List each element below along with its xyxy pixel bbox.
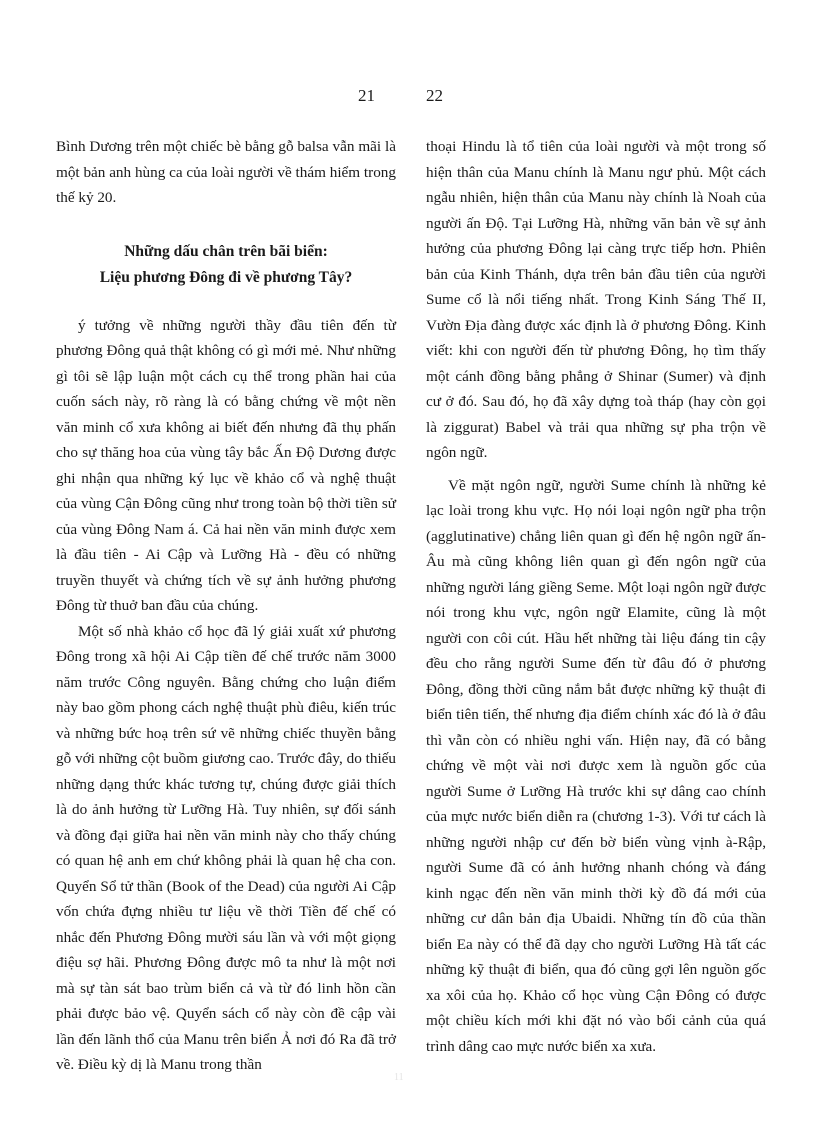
body-paragraph: ý tưởng về những người thầy đầu tiên đến từ phương Đông quả thật không có gì mới mẻ. Như những gì tôi sẽ lập luận một cách cụ thể trong phần hai của cuốn sách này, rõ ràng là có bằng chứng về một nền văn minh cổ xưa không ai biết đến nhưng đã thụ phấn cho sự thăng hoa của vùng tây bắc Ấn Độ Dương được ghi nhận qua những ký lục về khảo cổ và nghệ thuật của vùng Cận Đông cũng như trong toàn bộ thời tiền sử của vùng Đông Nam á. Cả hai nền văn minh được xem là đầu tiên - Ai Cập và Lưỡng Hà - đều có những truyền thuyết và chứng tích về sự ảnh hưởng phương Đông từ thuở ban đầu của chúng. (56, 316, 396, 614)
section-heading (56, 239, 396, 291)
body-paragraph: Về mặt ngôn ngữ, người Sume chính là những kẻ lạc loài trong khu vực. Họ nói loại ngôn ngữ pha trộn (agglutinative) chẳng liên quan gì đến hệ ngôn ngữ ấn-Âu mà cũng không liên quan gì đến ngôn ngữ của những người láng giềng Seme. Một loại ngôn ngữ được nói trong khu vực, ngôn ngữ Elamite, cũng là một người con côi cút. Hầu hết những tài liệu đáng tin cậy đều cho rằng người Sume đến từ đâu đó ở phương Đông, đồng thời cũng nắm bắt được những kỹ thuật đi biển tiên tiến, thế nhưng địa điểm chính xác đó là ở đâu thì vẫn còn có nhiều nghi vấn. Hiện nay, đã có bằng chứng về một vài nơi được xem là nguồn gốc của người Sume ở Lưỡng Hà trước khi sự dâng cao chính của mực nước biển diễn ra (chương 1-3). Với tư cách là những người nhập cư đến bờ biển vùng vịnh à-Rập, người Sume đã có ảnh hưởng nhanh chóng và đáng kinh ngạc đến nền văn minh thời kỳ đồ đá mới của những cư dân bản địa Ubaidi. Những tín đồ của thần biển Ea này có thể đã dạy cho người Lưỡng Hà tất các những kỹ thuật đi biển, qua đó cũng gợi lên nguồn gốc xa xôi của họ. Khảo cổ học vùng Cận Đông có được một chiều kích mới khi đặt nó vào bối cảnh của quá trình dâng cao mực nước biển xa xưa. (426, 476, 766, 1055)
section-heading-line2: Liệu phương Đông đi về phương Tây? (99, 268, 353, 286)
body-paragraph: thoại Hindu là tổ tiên của loài người và một trong số hiện thân của Manu chính là Manu ngư phủ. Một cách ngẫu nhiên, hiện thân của Manu này chính là Noah của người ấn Độ. Tại Lưỡng Hà, những văn bản về sự ảnh hưởng của phương Đông lại càng trực tiếp hơn. Phiên bản của Kinh Thánh, dựa trên bản đầu tiên của người Sume cổ là nổi tiếng nhất. Trong Kinh Sáng Thế II, Vườn Địa đàng được xác định là ở phương Đông. Kinh viết: khi con người đến từ phương Đông, họ tìm thấy một cánh đồng bằng phẳng ở Shinar (Sumer) và định cư ở đó. Sau đó, họ đã xây dựng toà tháp (hay còn gọi là ziggurat) Babel và trải qua những sự pha trộn về ngôn ngữ. (426, 138, 766, 461)
page-number-right: 22 (426, 86, 443, 105)
opening-paragraph: Bình Dương trên một chiếc bè bằng gỗ balsa vẫn mãi là một bản anh hùng ca của loài người về thám hiểm trong thế kỷ 20. (56, 138, 396, 206)
left-page-column (56, 134, 396, 1078)
body-paragraph: Một số nhà khảo cổ học đã lý giải xuất xứ phương Đông trong xã hội Ai Cập tiền đế chế trước năm 3000 năm trước Công nguyên. Bằng chứng cho luận điểm này bao gồm phong cách nghệ thuật phù điêu, kiến trúc và những bức hoạ trên sứ vẽ những chiếc thuyền bằng gỗ với những cột buồm giương cao. Trước đây, do thiếu những dạng thức khác tương tự, chúng được giải thích là do ảnh hưởng từ Lưỡng Hà. Tuy nhiên, sự đối sánh và đồng đại giữa hai nền văn minh này cho thấy chúng có quan hệ anh em chứ không phải là quan hệ cha con. Quyển Sổ tử thần (Book of the Dead) của người Ai Cập vốn chứa đựng nhiều tư liệu về thời Tiền đế chế có nhắc đến Phương Đông mười sáu lần và với một giọng điệu sợ hãi. Phương Đông được mô ta như là một nơi mà sự tàn sát bao trùm biển cả và từ đó linh hồn cần phải được bảo vệ. Quyển sách cổ này còn đề cập vài lần đến lãnh thổ của Manu trên biển Ả nơi đó Ra đã trở về. Điều kỳ dị là Manu trong thần (56, 622, 396, 1073)
page-number-left: 21 (358, 86, 375, 105)
section-heading-line1: Những dấu chân trên bãi biển: (124, 242, 328, 260)
footer-mark: 11 (394, 1072, 404, 1083)
right-page-column (426, 134, 766, 1059)
